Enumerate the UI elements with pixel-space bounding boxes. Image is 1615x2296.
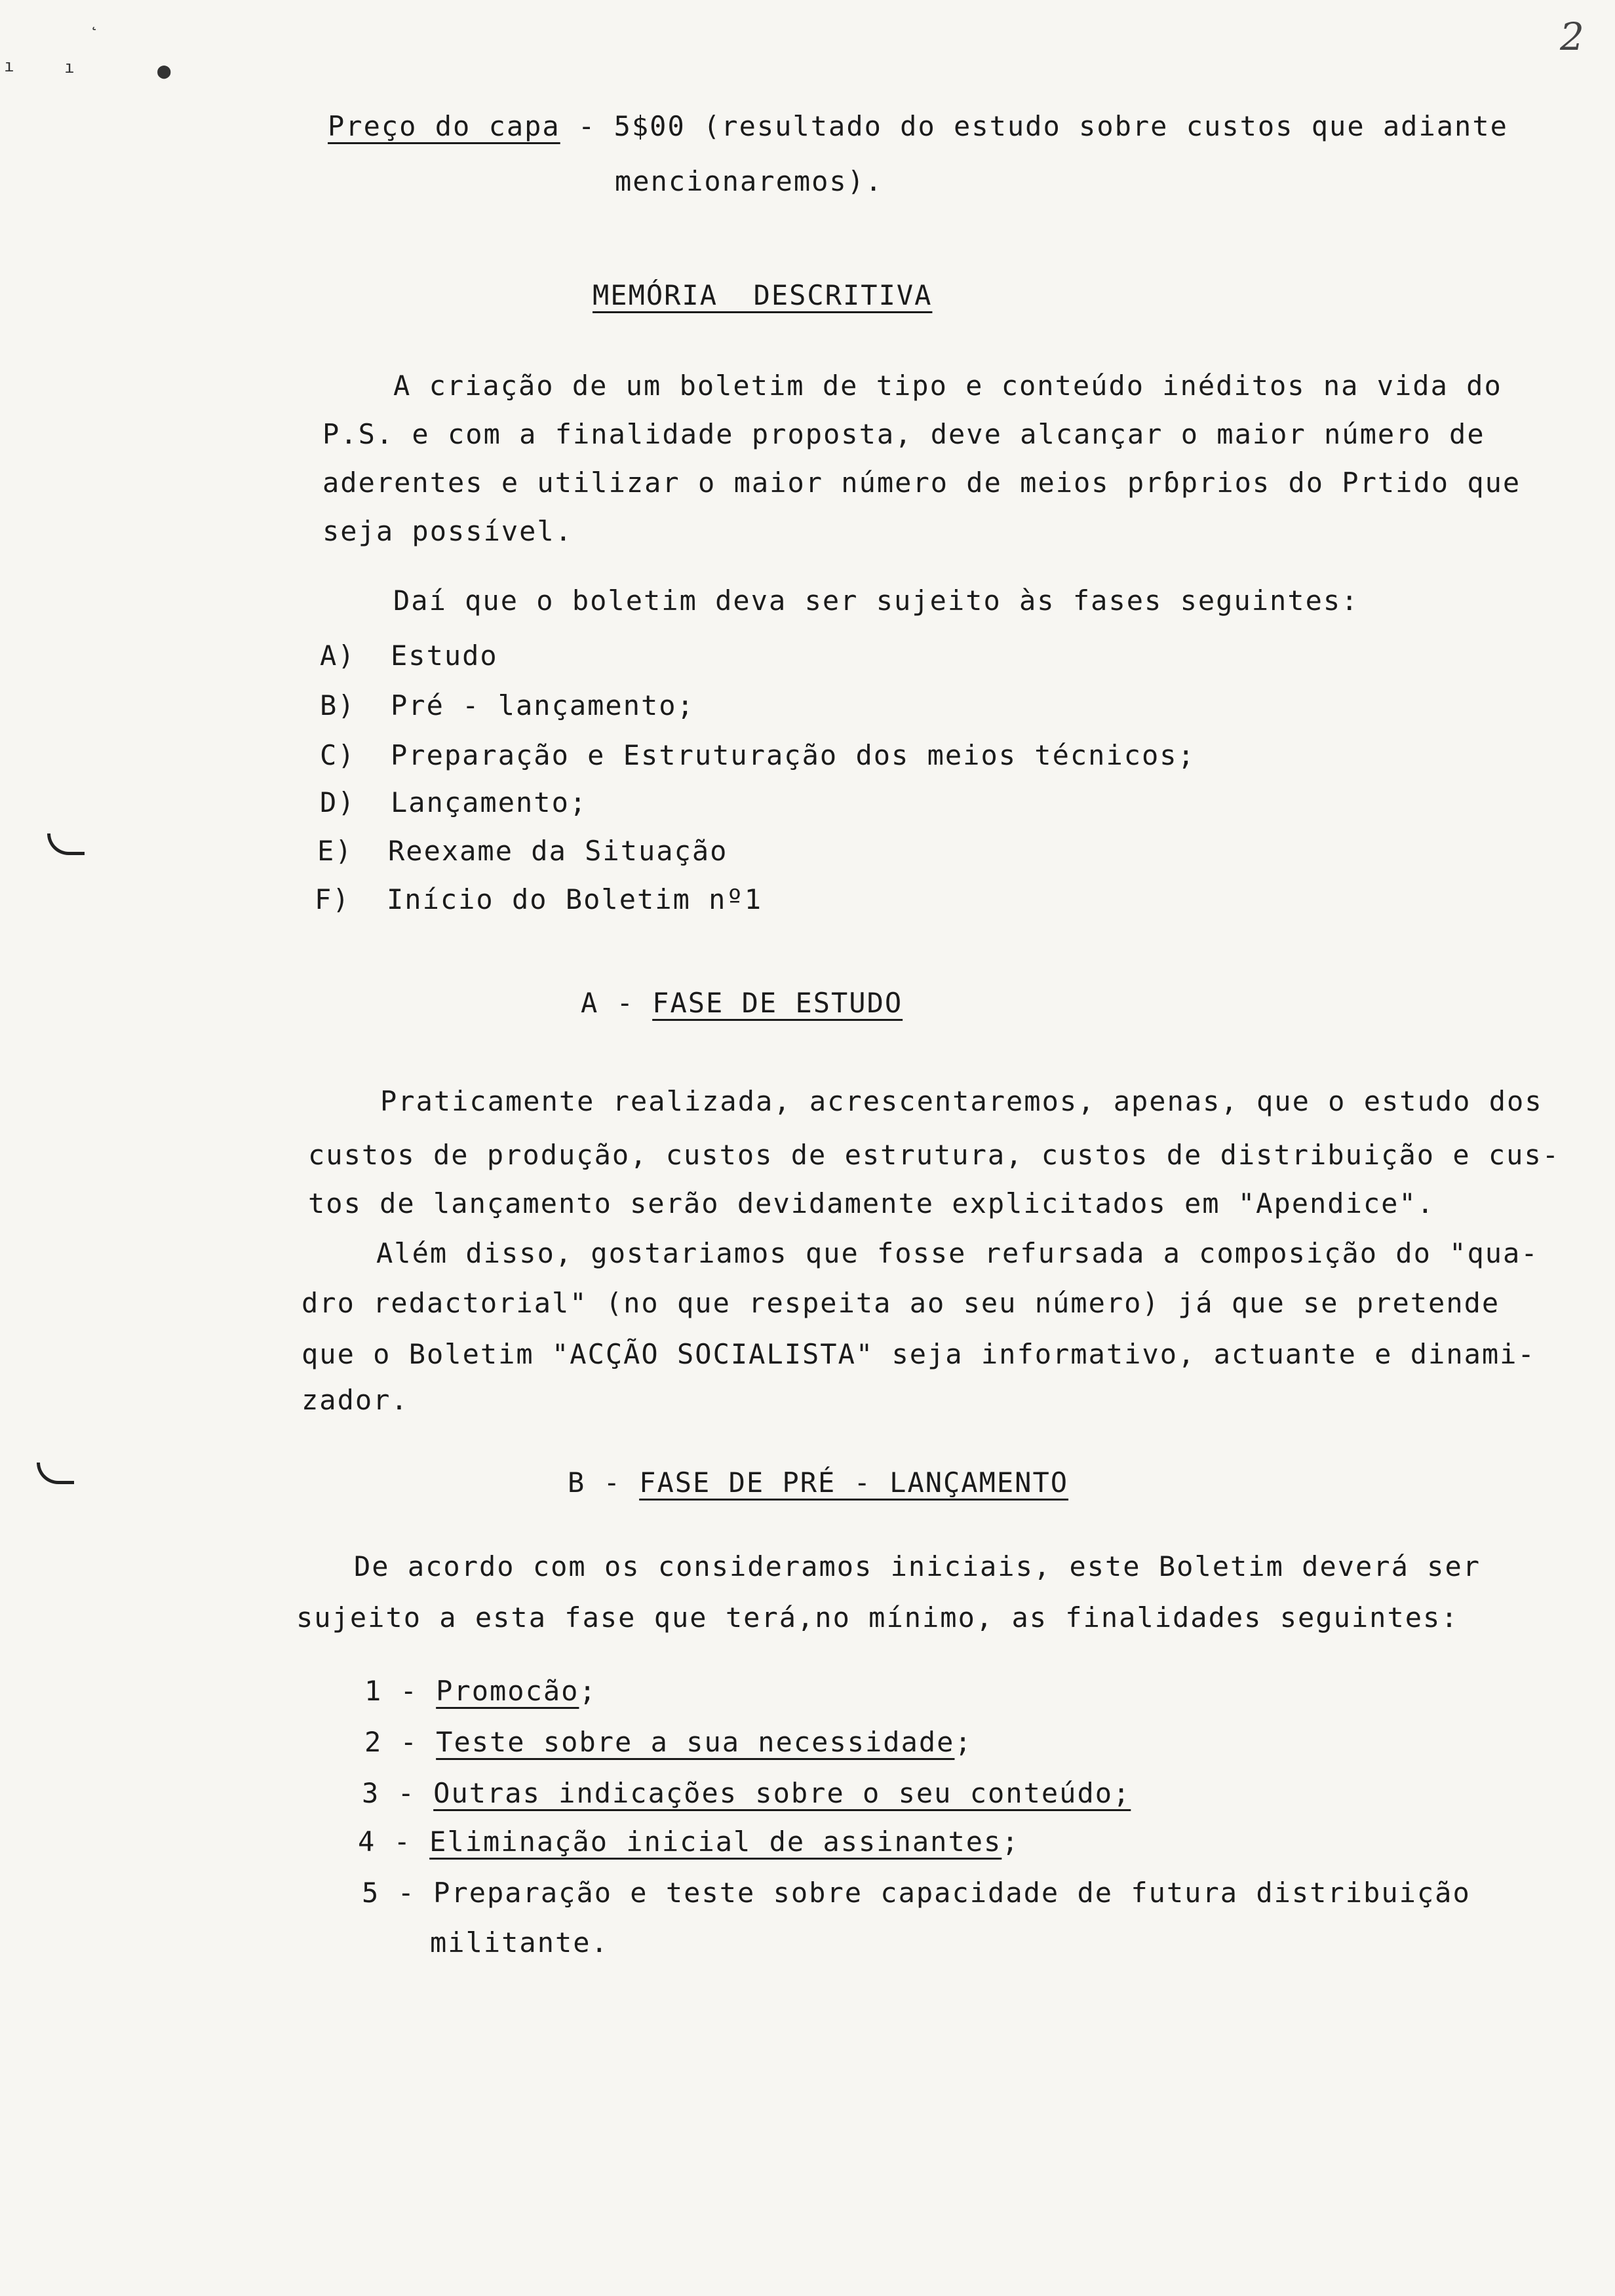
scan-mark: ● xyxy=(157,58,171,84)
purpose-num: 3 - xyxy=(362,1777,434,1809)
scan-mark: ı xyxy=(64,58,75,77)
purpose-num: 1 - xyxy=(364,1675,437,1707)
purpose-text: Promocão xyxy=(436,1675,579,1707)
price-label: Preço do capa xyxy=(328,110,560,142)
purpose-num: 5 - xyxy=(362,1877,434,1909)
purpose-num: 2 - xyxy=(364,1726,437,1758)
price-line xyxy=(328,110,1508,142)
phase-letter: A) xyxy=(320,640,356,672)
scan-mark: ˛ xyxy=(89,12,100,31)
phase-letter: B) xyxy=(320,689,356,721)
purpose-end: ; xyxy=(579,1675,597,1707)
punch-mark xyxy=(47,833,85,855)
section-a-prefix: A - xyxy=(581,987,653,1019)
purpose-item xyxy=(362,1777,1131,1809)
purpose-text: Outras indicações sobre o seu conteúdo; xyxy=(433,1777,1131,1809)
phase-text: Reexame da Situação xyxy=(388,835,728,867)
phase-letter: E) xyxy=(317,835,353,867)
phase-letter: F) xyxy=(315,883,351,915)
section-a-heading xyxy=(581,989,903,1017)
section-a-line: que o Boletim "ACÇÃO SOCIALISTA" seja informativo, actuante e dinami- xyxy=(302,1338,1536,1370)
intro-line: seja possível. xyxy=(322,515,574,547)
purpose-text: Eliminação inicial de assinantes xyxy=(429,1826,1002,1858)
price-text: - 5$00 (resultado do estudo sobre custos que adiante xyxy=(560,110,1508,142)
section-b-line: sujeito a esta fase que terá,no mínimo, as finalidades seguintes: xyxy=(296,1601,1459,1634)
section-a-line: tos de lançamento serão devidamente explicitados em "Apendice". xyxy=(308,1187,1435,1219)
purpose-end: ; xyxy=(1002,1826,1020,1858)
phase-text: Lançamento; xyxy=(391,786,588,818)
intro-line: aderentes e utilizar o maior número de meios prɓprios do Prtido que xyxy=(322,467,1521,499)
purpose-item xyxy=(358,1828,1020,1856)
scan-mark: ı xyxy=(4,56,14,76)
section-a-line: Praticamente realizada, acrescentaremos, apenas, que o estudo dos xyxy=(380,1085,1543,1117)
section-a-line: dro redactorial" (no que respeita ao seu número) já que se pretende xyxy=(302,1287,1500,1319)
intro-line: P.S. e com a finalidade proposta, deve alcançar o maior número de xyxy=(322,418,1485,450)
section-b-line: De acordo com os consideramos iniciais, este Boletim deverá ser xyxy=(354,1550,1481,1582)
section-b-prefix: B - xyxy=(568,1466,640,1499)
purpose-continuation: militante. xyxy=(430,1926,609,1959)
purpose-text: Teste sobre a sua necessidade xyxy=(436,1726,955,1758)
punch-mark xyxy=(37,1463,74,1484)
purpose-end: Preparação e teste sobre capacidade de futura distribuição xyxy=(433,1877,1471,1909)
page-title: MEMÓRIA DESCRITIVA xyxy=(593,279,933,311)
phase-letter: C) xyxy=(320,739,356,771)
phase-text: Preparação e Estruturação dos meios técnicos; xyxy=(391,739,1196,771)
page-number: 2 xyxy=(1560,14,1584,59)
price-continuation: mencionaremos). xyxy=(615,165,884,197)
purpose-end: ; xyxy=(954,1726,973,1758)
intro-line: A criação de um boletim de tipo e conteúdo inéditos na vida do xyxy=(393,370,1502,402)
phase-text: Início do Boletim nº1 xyxy=(387,883,763,915)
phases-lead: Daí que o boletim deva ser sujeito às fases seguintes: xyxy=(393,584,1359,617)
purpose-item xyxy=(364,1726,973,1758)
purpose-num: 4 - xyxy=(358,1826,430,1858)
section-a-line: zador. xyxy=(302,1384,409,1416)
section-a-line: custos de produção, custos de estrutura, custos de distribuição e cus- xyxy=(308,1139,1561,1171)
phase-text: Pré - lançamento; xyxy=(391,689,695,721)
phase-letter: D) xyxy=(320,786,356,818)
purpose-item xyxy=(362,1879,1471,1907)
phase-text: Estudo xyxy=(391,640,498,672)
section-a-title: FASE DE ESTUDO xyxy=(652,987,903,1019)
section-b-title: FASE DE PRÉ - LANÇAMENTO xyxy=(639,1466,1069,1499)
purpose-item xyxy=(364,1677,597,1705)
section-b-heading xyxy=(568,1466,1069,1499)
section-a-line: Além disso, gostariamos que fosse refursada a composição do "qua- xyxy=(376,1237,1539,1269)
